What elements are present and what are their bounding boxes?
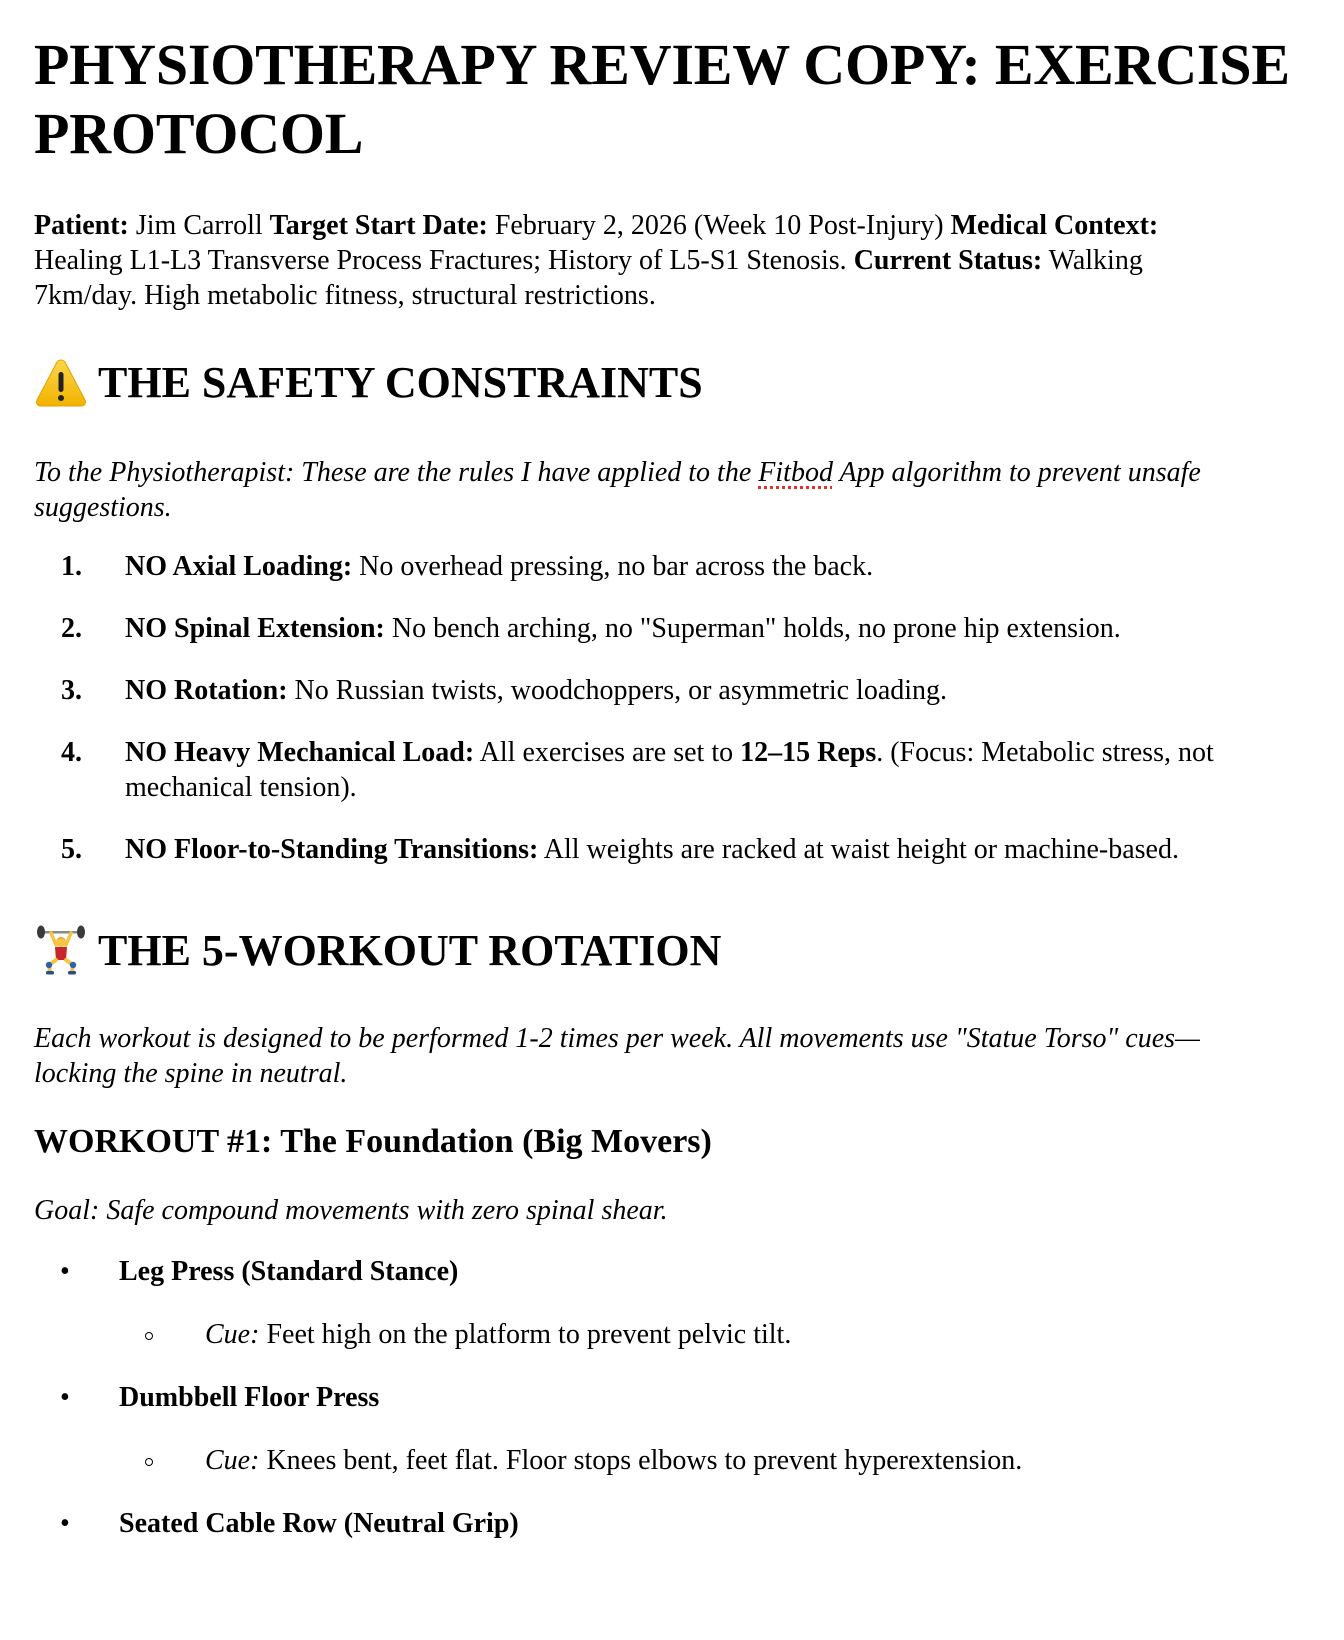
safety-intro bbox=[34, 455, 1234, 525]
cue-text: Feet high on the platform to prevent pelvic tilt. bbox=[259, 1319, 792, 1350]
rule-label: NO Spinal Extension: bbox=[125, 613, 385, 644]
hollow-bullet-icon bbox=[145, 1458, 153, 1466]
cue-item bbox=[119, 1317, 1310, 1352]
workout-1-title: WORKOUT #1: The Foundation (Big Movers) bbox=[34, 1123, 712, 1160]
rotation-intro: Each workout is designed to be performed 1-2 times per week. All movements use "Statue Torso" cues—locking the spine in neutral. bbox=[34, 1023, 1200, 1089]
cue-label: Cue: bbox=[205, 1319, 260, 1350]
safety-heading bbox=[34, 357, 1310, 409]
cue-item bbox=[119, 1443, 1310, 1478]
rotation-heading-text: THE 5-WORKOUT ROTATION bbox=[98, 926, 722, 975]
start-date-value: February 2, 2026 (Week 10 Post-Injury) bbox=[487, 210, 951, 241]
current-status-value: Walking 7km/day. High metabolic fitness, structural restrictions. bbox=[34, 245, 1143, 311]
rule-text: All exercises are set to bbox=[474, 737, 741, 768]
start-date-label: Target Start Date: bbox=[269, 210, 488, 241]
exercise-item bbox=[34, 1254, 1310, 1352]
safety-intro-text-end: App algorithm to prevent unsafe suggestions. bbox=[34, 457, 1201, 523]
medical-context-label: Medical Context: bbox=[950, 210, 1159, 241]
cue-label: Cue: bbox=[205, 1445, 260, 1476]
exercise-name: Seated Cable Row (Neutral Grip) bbox=[119, 1508, 519, 1539]
spellcheck-flagged-word[interactable]: Fitbod bbox=[758, 457, 833, 488]
cue-list bbox=[119, 1443, 1310, 1478]
rule-emphasis: 12–15 Reps bbox=[740, 737, 877, 768]
safety-rules-list bbox=[34, 549, 1310, 867]
rule-item bbox=[34, 549, 1225, 584]
rule-item bbox=[34, 832, 1225, 867]
patient-meta bbox=[34, 208, 1184, 313]
patient-label: Patient: bbox=[34, 210, 129, 241]
bullet-icon: • bbox=[60, 1256, 70, 1287]
rule-label: NO Heavy Mechanical Load: bbox=[125, 737, 475, 768]
rule-number: 2. bbox=[61, 613, 82, 644]
medical-context-value: Healing L1-L3 Transverse Process Fractures; History of L5-S1 Stenosis. bbox=[34, 245, 854, 276]
rule-number: 1. bbox=[61, 551, 82, 582]
rule-item bbox=[34, 611, 1225, 646]
exercise-item bbox=[34, 1380, 1310, 1478]
bullet-icon: • bbox=[60, 1508, 70, 1539]
rule-label: NO Rotation: bbox=[125, 675, 288, 706]
document-title: PHYSIOTHERAPY REVIEW COPY: EXERCISE PROTOCOL bbox=[34, 32, 1290, 166]
warning-icon bbox=[34, 357, 88, 409]
workout-1-goal: Goal: Safe compound movements with zero spinal shear. bbox=[34, 1195, 668, 1226]
safety-intro-text: To the Physiotherapist: These are the rules I have applied to the bbox=[34, 457, 759, 488]
bullet-icon: • bbox=[60, 1382, 70, 1413]
rule-item bbox=[34, 673, 1225, 708]
safety-heading-text: THE SAFETY CONSTRAINTS bbox=[98, 358, 703, 407]
rule-label: NO Axial Loading: bbox=[125, 551, 353, 582]
rule-text: No overhead pressing, no bar across the back. bbox=[352, 551, 874, 582]
rule-item bbox=[34, 735, 1225, 805]
rule-text: No bench arching, no "Superman" holds, no prone hip extension. bbox=[384, 613, 1121, 644]
rule-text: All weights are racked at waist height or machine-based. bbox=[538, 834, 1179, 865]
rule-text: No Russian twists, woodchoppers, or asymmetric loading. bbox=[287, 675, 948, 706]
current-status-label: Current Status: bbox=[853, 245, 1043, 276]
rotation-heading bbox=[34, 925, 1310, 977]
rule-text-after: . (Focus: Metabolic stress, not mechanical tension). bbox=[125, 737, 1214, 803]
rule-label: NO Floor-to-Standing Transitions: bbox=[125, 834, 539, 865]
workout-1-exercise-list bbox=[34, 1254, 1310, 1541]
patient-value: Jim Carroll bbox=[128, 210, 270, 241]
weightlifter-icon bbox=[34, 925, 88, 977]
exercise-item bbox=[34, 1506, 1310, 1541]
hollow-bullet-icon bbox=[145, 1332, 153, 1340]
rule-number: 4. bbox=[61, 737, 82, 768]
rule-number: 5. bbox=[61, 834, 82, 865]
cue-text: Knees bent, feet flat. Floor stops elbows to prevent hyperextension. bbox=[259, 1445, 1023, 1476]
cue-list bbox=[119, 1317, 1310, 1352]
rule-number: 3. bbox=[61, 675, 82, 706]
exercise-name: Dumbbell Floor Press bbox=[119, 1382, 380, 1413]
exercise-name: Leg Press (Standard Stance) bbox=[119, 1256, 459, 1287]
